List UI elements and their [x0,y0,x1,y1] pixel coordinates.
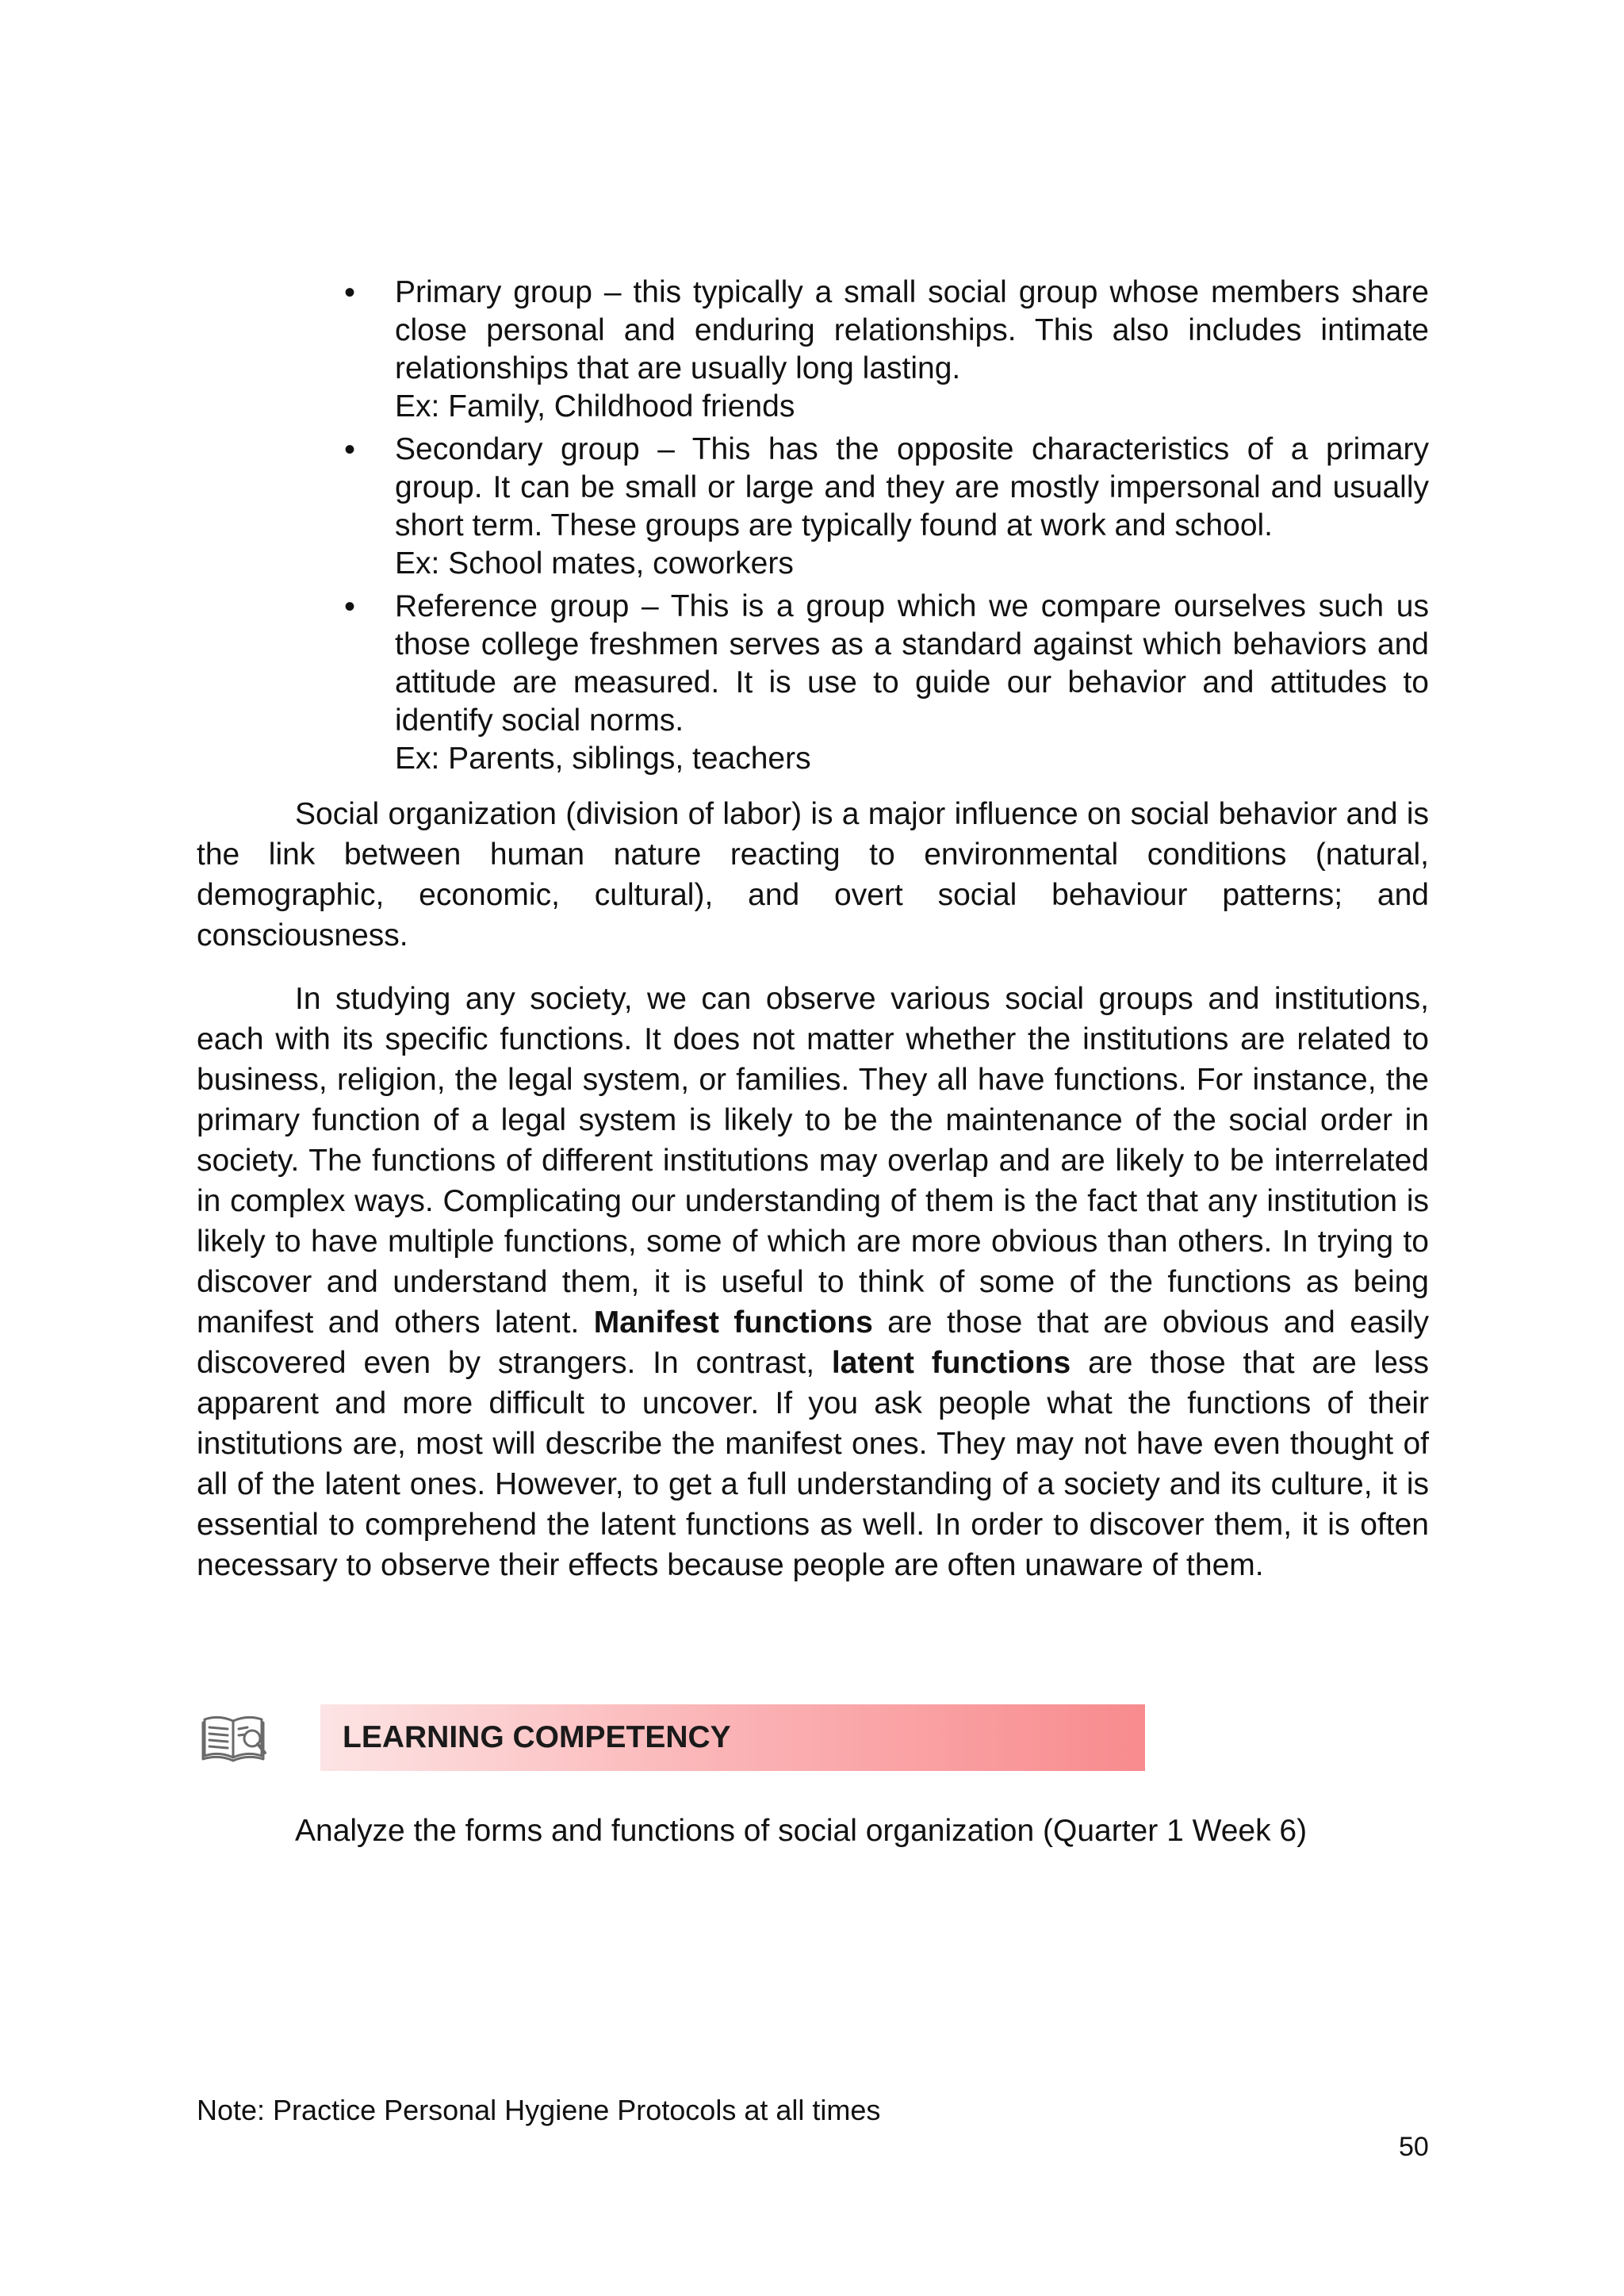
list-item-primary-group [333,274,1429,426]
list-item-example: Ex: School mates, coworkers [395,546,794,581]
paragraph-text: are those that are obvious and easily discovered even by strangers. In contrast, [197,1305,1429,1380]
group-types-list [333,274,1429,783]
competency-text: Analyze the forms and functions of social organization (Quarter 1 Week 6) [295,1814,1308,1848]
list-item-reference-group [333,588,1429,778]
list-item-secondary-group [333,431,1429,583]
bullet-marker: • [344,432,356,467]
paragraph-text: In studying any society, we can observe various social groups and institutions, each with its specific functions. It does not matter whether the institutions are related to business, religion, the legal system, or families. They all have functions. For instance, the primary function of a legal system is likely to be the maintenance of the social order in society. The functions of different institutions may overlap and are likely to be interrelated in complex ways. Complicating our understanding of them is the fact that any institution is likely to have multiple functions, some of which are more obvious than others. In trying to discover and understand them, it is useful to think of some of the functions as being manifest and others latent. [197,982,1429,1340]
list-item-example: Ex: Parents, siblings, teachers [395,742,811,776]
manifest-functions-term: Manifest functions [593,1305,873,1340]
list-item-text: Primary group – this typically a small social group whose members share close personal and enduring relationships. This also includes intimate relationships that are usually long lasting. [395,275,1429,385]
list-item-example: Ex: Family, Childhood friends [395,389,795,424]
bullet-marker: • [344,589,356,624]
paragraph-text: are those that are less apparent and more difficult to uncover. If you ask people what the functions of their institutions are, most will describe the manifest ones. They may not have even thought of all of the latent ones. However, to get a full understanding of a society and its culture, it is essential to comprehend the latent functions as well. In order to discover them, it is often necessary to observe their effects because people are often unaware of them. [197,1346,1429,1582]
section-heading: LEARNING COMPETENCY [343,1720,731,1754]
latent-functions-term: latent functions [831,1346,1071,1380]
learning-competency-banner [320,1704,1145,1771]
book-magnifier-icon [201,1711,268,1764]
functions-paragraph [197,979,1429,1585]
list-item-text: Reference group – This is a group which we compare ourselves such us those college freshmen serves as a standard against which behaviors and attitude are measured. It is use to guide our behavior and attitudes to identify social norms. [395,589,1429,738]
footer-note: Note: Practice Personal Hygiene Protocols at all times [197,2094,881,2126]
list-item-text: Secondary group – This has the opposite characteristics of a primary group. It can be small or large and they are mostly impersonal and usually short term. These groups are typically found at work and school. [395,432,1429,542]
social-organization-paragraph: Social organization (division of labor) is a major influence on social behavior and is the link between human nature reacting to environmental conditions (natural, demographic, economic, cultural), and overt social behaviour patterns; and consciousness. [197,797,1429,953]
bullet-marker: • [344,275,356,310]
page-number: 50 [1399,2132,1429,2162]
